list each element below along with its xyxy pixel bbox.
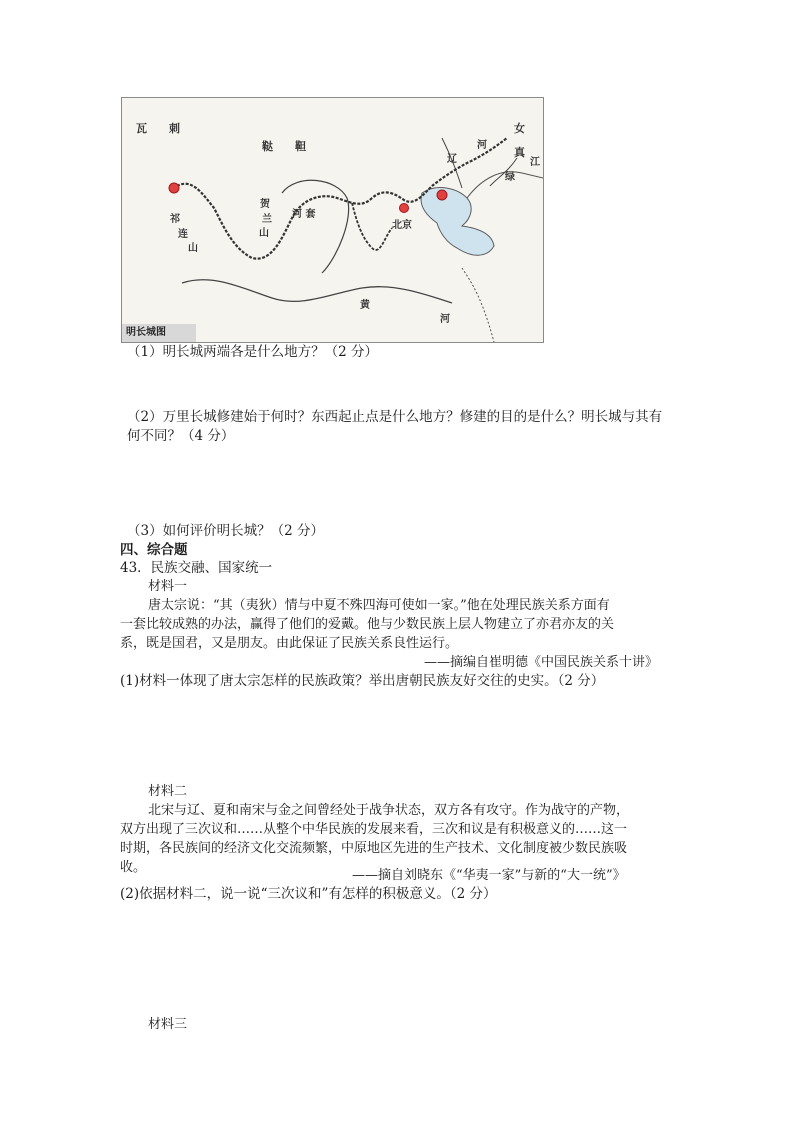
material-1-label: 材料一 [148, 579, 188, 594]
ming-great-wall-map [121, 97, 544, 343]
beijing-marker [400, 204, 409, 213]
label-helan-3: 山 [259, 228, 269, 239]
label-qilian-2: 连 [178, 229, 188, 240]
great-wall-branch [352, 203, 392, 250]
label-qilian-3: 山 [188, 243, 198, 254]
jiayuguan-marker [169, 183, 179, 193]
label-beijing: 北京 [392, 220, 412, 231]
yellow-river [182, 280, 452, 303]
section-4-heading: 四、综合题 [120, 542, 188, 558]
label-helan-1: 贺 [260, 199, 270, 210]
question-3: （3）如何评价明长城？（2 分） [127, 523, 324, 539]
material-1-line-1: 唐太宗说：“其（夷狄）情与中夏不殊四海可使如一家。”他在处理民族关系方面有 [148, 598, 610, 613]
coastline-south [462, 268, 494, 342]
material-1-source: ——摘编自崔明德《中国民族关系十讲》 [424, 655, 659, 670]
material-2-line-4: 收。 [120, 860, 147, 875]
material-2-line-2: 双方出现了三次议和……从整个中华民族的发展来看，三次和议是有积极意义的……这一 [120, 822, 628, 837]
map-caption: 明长城图 [122, 324, 196, 342]
shanhaiguan-marker [437, 190, 447, 200]
label-huang: 黄 [360, 300, 370, 311]
material-3-label: 材料三 [148, 1017, 188, 1032]
question-43-title: 43．民族交融、国家统一 [120, 560, 273, 576]
label-nvzhen-2: 真 [514, 146, 525, 159]
label-helan-2: 兰 [262, 214, 272, 225]
label-dada: 鞑 靼 [262, 140, 306, 153]
label-qilian-1: 祁 [170, 214, 180, 225]
label-jiang: 江 [530, 157, 540, 168]
label-nvzhen-1: 女 [514, 122, 525, 135]
sub-question-1: (1)材料一体现了唐太宗怎样的民族政策？举出唐朝民族友好交往的史实。（2 分） [120, 673, 605, 689]
question-2-line-1: （2）万里长城修建始于何时？东西起止点是什么地方？修建的目的是什么？明长城与其有 [127, 409, 663, 425]
question-2-line-2: 何不同？（4 分） [127, 428, 235, 444]
map-drawing [122, 98, 543, 342]
label-he-2: 河 [440, 314, 450, 325]
material-2-line-1: 北宋与辽、夏和南宋与金之间曾经处于战争状态，双方各有攻守。作为战守的产物， [148, 803, 630, 818]
label-wala: 瓦 刺 [136, 122, 180, 135]
material-2-label: 材料二 [148, 784, 188, 799]
hetao-river-loop [282, 180, 349, 273]
label-liao: 辽 [447, 154, 457, 165]
label-he-1: 河 [477, 140, 487, 151]
bohai-sea [421, 188, 494, 256]
label-hetao: 河 套 [292, 209, 316, 220]
material-2-line-3: 时期，各民族间的经济文化交流频繁，中原地区先进的生产技术、文化制度被少数民族吸 [120, 841, 628, 856]
question-1: （1）明长城两端各是什么地方？（2 分） [127, 344, 378, 360]
label-lv: 绿 [505, 172, 515, 183]
material-1-line-3: 系，既是国君，又是朋友。由此保证了民族关系良性运行。 [120, 636, 459, 651]
sub-question-2: (2)依据材料二，说一说“三次议和”有怎样的积极意义。（2 分） [120, 886, 497, 902]
material-1-line-2: 一套比较成熟的办法，赢得了他们的爱戴。他与少数民族上层人物建立了亦君亦友的关 [120, 617, 615, 632]
material-2-source: ——摘自刘晓东《“华夷一家”与新的“大一统”》 [352, 868, 626, 883]
